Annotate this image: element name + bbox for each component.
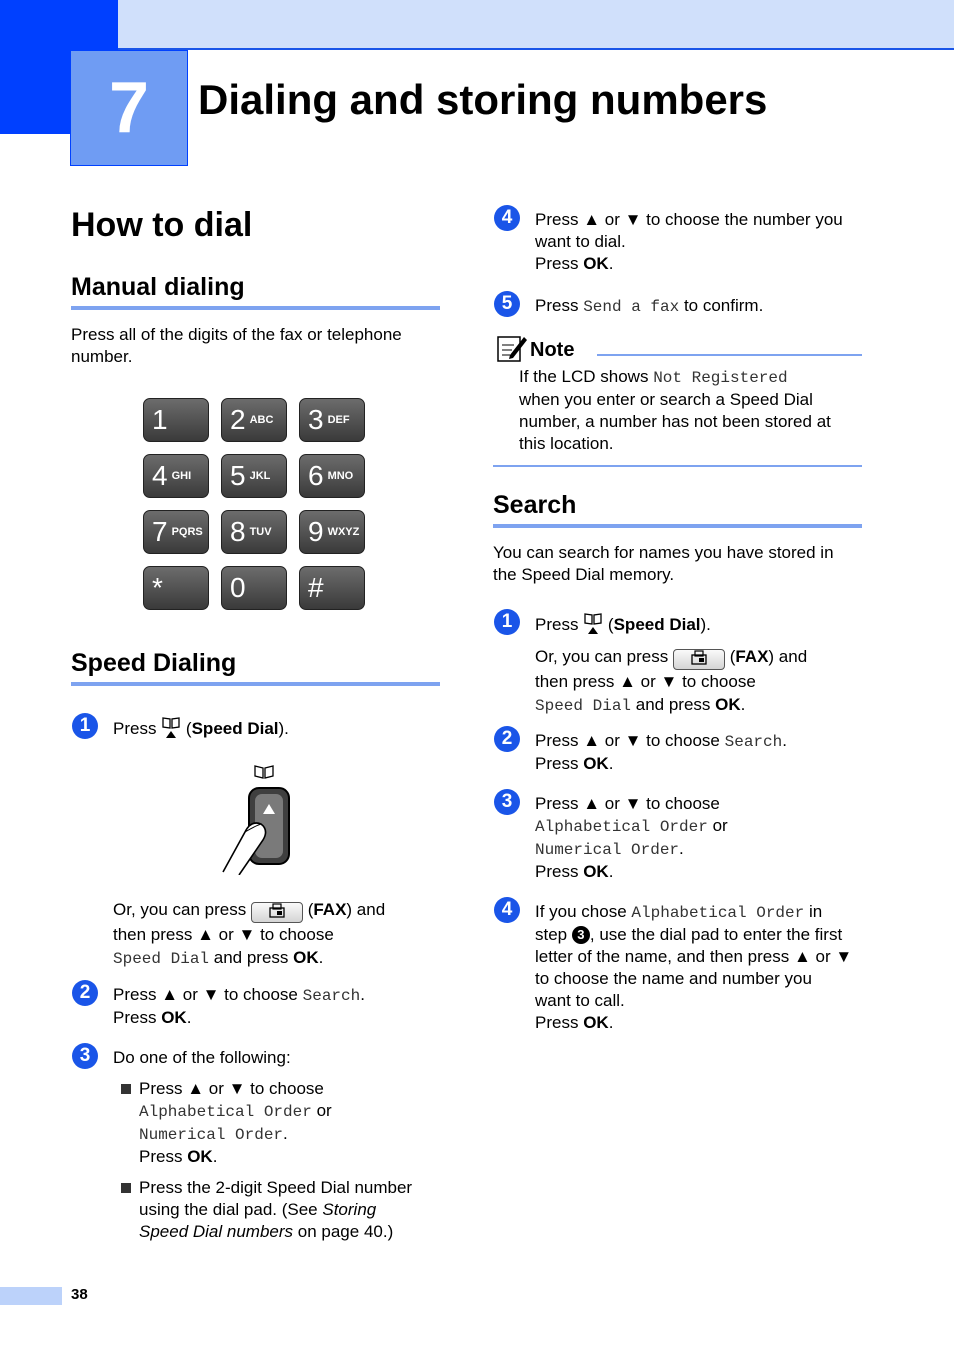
dial-key bbox=[299, 398, 365, 442]
chapter-number: 7 bbox=[70, 50, 188, 166]
section-title: How to dial bbox=[71, 206, 253, 244]
dial-pad bbox=[143, 398, 369, 612]
dial-key-digit: 0 bbox=[230, 572, 246, 603]
dial-key-letters: MNO bbox=[327, 470, 354, 482]
step-text: Press ▲ or ▼ to choose the number you want to dial. Press OK. bbox=[535, 210, 843, 273]
step-text: Press ▲ or ▼ to choose Search. Press OK. bbox=[113, 985, 365, 1027]
dial-key bbox=[143, 454, 209, 498]
dial-key-digit: 7 bbox=[152, 516, 168, 547]
dial-key-letters: TUV bbox=[249, 526, 272, 538]
step-number: 2 bbox=[72, 980, 98, 1006]
step-text: Press ▲ or ▼ to choose Search. Press OK. bbox=[535, 731, 787, 773]
step-text: Press Send a fax to confirm. bbox=[535, 296, 764, 316]
dial-key bbox=[221, 454, 287, 498]
dial-key bbox=[299, 566, 365, 610]
step-text: Press ▲ or ▼ to choose Alphabetical Order or Numerical Order. Press OK. bbox=[535, 794, 728, 881]
dial-key bbox=[143, 398, 209, 442]
step-text: Or, you can press (FAX) and then press ▲ or ▼ to choose Speed Dial and press OK. bbox=[535, 647, 808, 715]
bullet bbox=[121, 1084, 131, 1094]
step-reference: 3 bbox=[572, 926, 590, 944]
dial-key bbox=[221, 398, 287, 442]
step-text: Press (Speed Dial). bbox=[113, 716, 289, 746]
dial-key-digit: 8 bbox=[230, 516, 246, 547]
dial-key-digit: 6 bbox=[308, 460, 324, 491]
heading-manual-dialing: Manual dialing bbox=[71, 272, 440, 310]
dial-key bbox=[299, 510, 365, 554]
speed-dial-book-icon bbox=[583, 612, 603, 642]
speed-dial-key-illustration bbox=[215, 760, 305, 881]
dial-key-letters: DEF bbox=[327, 414, 350, 426]
chapter-title: Dialing and storing numbers bbox=[198, 76, 768, 123]
fax-button-icon bbox=[673, 649, 725, 670]
dial-key-digit: * bbox=[152, 572, 163, 603]
dial-key-letters: ABC bbox=[249, 414, 274, 426]
note-rule-bottom bbox=[493, 465, 862, 467]
dial-key bbox=[299, 454, 365, 498]
step-number: 4 bbox=[494, 205, 520, 231]
dial-key-letters: WXYZ bbox=[327, 526, 360, 538]
dial-key-digit: 2 bbox=[230, 404, 246, 435]
page-number: 38 bbox=[71, 1286, 88, 1303]
manual-dialing-text: Press all of the digits of the fax or telephone number. bbox=[71, 325, 402, 366]
step-text: Press (Speed Dial). bbox=[535, 612, 711, 642]
step-text: If you chose Alphabetical Order in step 3 , use the dial pad to enter the first letter of the name, and then press ▲ or ▼ to choose the name and number you want to call. Press OK. bbox=[535, 902, 853, 1032]
dial-key-digit: 4 bbox=[152, 460, 168, 491]
step-number: 1 bbox=[72, 713, 98, 739]
step-number: 3 bbox=[72, 1043, 98, 1069]
heading-speed-dialing: Speed Dialing bbox=[71, 648, 440, 686]
step-number: 4 bbox=[494, 897, 520, 923]
dial-key-letters: GHI bbox=[171, 470, 192, 482]
step-text: Do one of the following: bbox=[113, 1048, 291, 1067]
step-text: Or, you can press (FAX) and then press ▲ or ▼ to choose Speed Dial and press OK. bbox=[113, 900, 386, 968]
dial-key-letters: JKL bbox=[249, 470, 271, 482]
note-rule-top bbox=[597, 354, 862, 356]
note-icon bbox=[496, 333, 528, 369]
search-intro: You can search for names you have stored in the Speed Dial memory. bbox=[493, 543, 834, 584]
dial-key-digit: 9 bbox=[308, 516, 324, 547]
page-tab bbox=[0, 1287, 62, 1305]
step-number: 2 bbox=[494, 726, 520, 752]
dial-key-digit: 5 bbox=[230, 460, 246, 491]
fax-button-icon bbox=[251, 902, 303, 923]
note-text: If the LCD shows Not Registered when you enter or search a Speed Dial number, a number has not been stored at this location. bbox=[519, 367, 831, 453]
step-number: 3 bbox=[494, 789, 520, 815]
bullet-text: Press ▲ or ▼ to choose Alphabetical Order or Numerical Order. Press OK. bbox=[139, 1079, 332, 1166]
dial-key-letters: PQRS bbox=[171, 526, 203, 538]
header-band bbox=[0, 0, 954, 50]
heading-search: Search bbox=[493, 490, 862, 528]
bullet bbox=[121, 1183, 131, 1193]
bullet-text: Press the 2-digit Speed Dial number using the dial pad. (See Storing Speed Dial numbers on page 40.) bbox=[139, 1178, 413, 1241]
step-number: 5 bbox=[494, 291, 520, 317]
dial-key-digit: 1 bbox=[152, 404, 168, 435]
speed-dial-book-icon bbox=[161, 716, 181, 746]
dial-key bbox=[143, 510, 209, 554]
dial-key-digit: # bbox=[308, 572, 324, 603]
dial-key-digit: 3 bbox=[308, 404, 324, 435]
header-rule bbox=[118, 48, 954, 50]
dial-key bbox=[143, 566, 209, 610]
dial-key bbox=[221, 510, 287, 554]
step-number: 1 bbox=[494, 609, 520, 635]
dial-key bbox=[221, 566, 287, 610]
note-label: Note bbox=[530, 339, 575, 361]
